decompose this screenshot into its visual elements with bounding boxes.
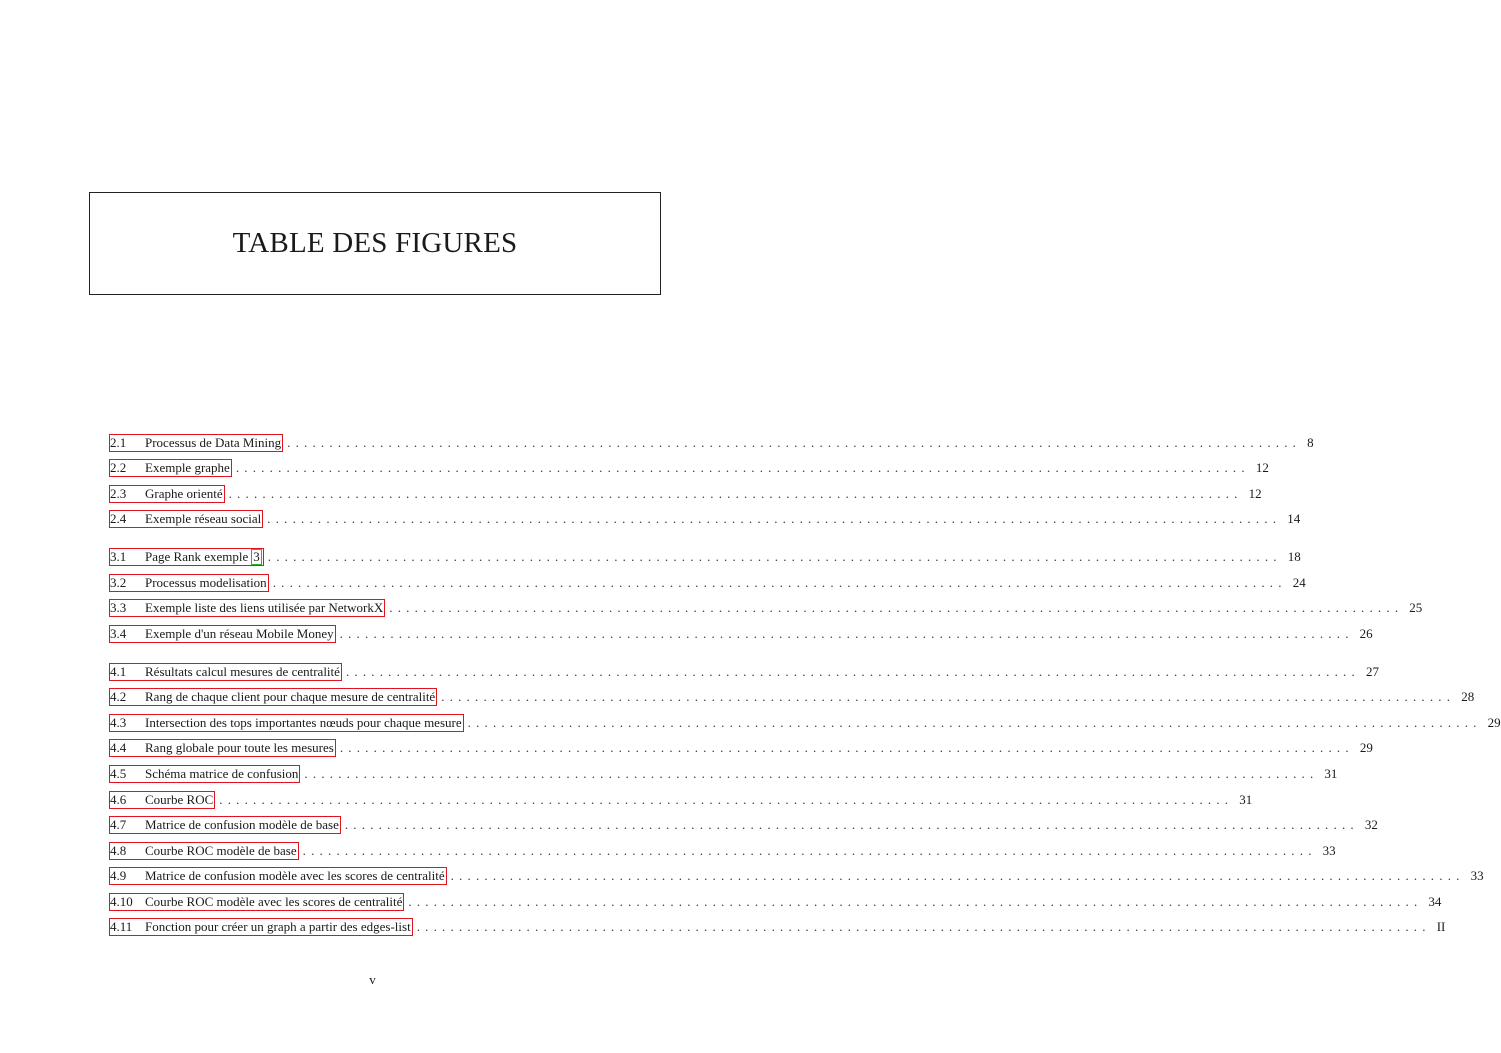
toc-link[interactable] bbox=[109, 867, 447, 885]
toc-row bbox=[109, 789, 1253, 811]
toc-link[interactable] bbox=[109, 459, 232, 477]
figure-caption: Processus modelisation bbox=[145, 575, 267, 590]
figure-number: 4.5 bbox=[110, 766, 127, 781]
leader-dots: ........................................................................................................................ bbox=[219, 792, 1234, 807]
page-ref: 31 bbox=[1324, 766, 1338, 781]
page-ref: 8 bbox=[1307, 435, 1314, 450]
page-ref: 32 bbox=[1364, 817, 1378, 832]
figure-caption: Rang de chaque client pour chaque mesure de centralité bbox=[145, 689, 436, 704]
leader-dots: ........................................................................................................................ bbox=[441, 689, 1456, 704]
page-ref: 14 bbox=[1287, 511, 1301, 526]
figure-number: 3.1 bbox=[110, 549, 127, 564]
figure-caption: Exemple graphe bbox=[145, 460, 230, 475]
toc-link[interactable] bbox=[109, 574, 269, 592]
figure-number: 4.9 bbox=[110, 868, 127, 883]
page-ref: 27 bbox=[1365, 664, 1379, 679]
toc-link[interactable] bbox=[109, 599, 385, 617]
toc-link[interactable] bbox=[109, 434, 283, 452]
toc-link[interactable] bbox=[109, 625, 336, 643]
page-ref: 12 bbox=[1248, 486, 1262, 501]
toc-row bbox=[109, 597, 1423, 619]
citation-link[interactable]: 3 bbox=[253, 549, 260, 564]
page-ref: 25 bbox=[1409, 600, 1423, 615]
toc-link[interactable] bbox=[109, 485, 225, 503]
toc-link[interactable] bbox=[109, 816, 341, 834]
figure-caption: Fonction pour créer un graph a partir des edges-list bbox=[145, 919, 411, 934]
figure-number: 3.4 bbox=[110, 626, 127, 641]
leader-dots: ........................................................................................................................ bbox=[389, 600, 1404, 615]
leader-dots: ........................................................................................................................ bbox=[235, 460, 1250, 475]
toc-row bbox=[109, 572, 1306, 594]
figure-caption: Rang globale pour toute les mesures bbox=[145, 740, 334, 755]
figure-caption: Matrice de confusion modèle de base bbox=[145, 817, 339, 832]
toc-row bbox=[109, 546, 1301, 568]
page-title: TABLE DES FIGURES bbox=[232, 227, 518, 259]
page-ref: 29 bbox=[1359, 740, 1373, 755]
page-ref: 12 bbox=[1255, 460, 1269, 475]
figure-number: 4.8 bbox=[110, 843, 127, 858]
page-ref: 24 bbox=[1292, 575, 1306, 590]
toc-row bbox=[109, 891, 1442, 913]
toc-link[interactable] bbox=[109, 714, 464, 732]
leader-dots: ........................................................................................................................ bbox=[267, 549, 1282, 564]
leader-dots: ........................................................................................................................ bbox=[228, 486, 1243, 501]
toc-link[interactable] bbox=[109, 765, 300, 783]
figure-caption: Schéma matrice de confusion bbox=[145, 766, 299, 781]
toc-row bbox=[109, 623, 1373, 645]
leader-dots: ........................................................................................................................ bbox=[416, 919, 1431, 934]
toc-link[interactable] bbox=[109, 842, 299, 860]
figure-number: 3.2 bbox=[110, 575, 127, 590]
toc-link[interactable] bbox=[109, 918, 413, 936]
figure-number: 4.7 bbox=[110, 817, 127, 832]
toc-row bbox=[109, 712, 1501, 734]
figure-caption: Graphe orienté bbox=[145, 486, 223, 501]
figure-number: 4.3 bbox=[110, 715, 127, 730]
toc-row bbox=[109, 865, 1484, 887]
toc-link[interactable] bbox=[109, 791, 215, 809]
figure-caption: Exemple réseau social bbox=[145, 511, 262, 526]
figure-caption: Courbe ROC modèle de base bbox=[145, 843, 297, 858]
toc-row bbox=[109, 737, 1373, 759]
page-ref: 34 bbox=[1428, 894, 1442, 909]
page-number: v bbox=[369, 972, 376, 987]
leader-dots: ........................................................................................................................ bbox=[302, 843, 1317, 858]
figure-number: 3.3 bbox=[110, 600, 127, 615]
page-ref: 29 bbox=[1487, 715, 1501, 730]
leader-dots: ........................................................................................................................ bbox=[304, 766, 1319, 781]
toc-row bbox=[109, 508, 1301, 530]
figure-number: 4.4 bbox=[110, 740, 127, 755]
figure-number: 4.1 bbox=[110, 664, 127, 679]
leader-dots: ........................................................................................................................ bbox=[287, 435, 1302, 450]
figure-caption: Intersection des tops importantes nœuds pour chaque mesure bbox=[145, 715, 462, 730]
toc-row bbox=[109, 916, 1446, 938]
toc-row bbox=[109, 763, 1338, 785]
figure-number: 4.2 bbox=[110, 689, 127, 704]
figure-number: 2.1 bbox=[110, 435, 127, 450]
leader-dots: ........................................................................................................................ bbox=[344, 817, 1359, 832]
toc-row bbox=[109, 814, 1378, 836]
figure-caption: Courbe ROC modèle avec les scores de centralité bbox=[145, 894, 403, 909]
figure-caption: Courbe ROC bbox=[145, 792, 214, 807]
leader-dots: ........................................................................................................................ bbox=[450, 868, 1465, 883]
leader-dots: ........................................................................................................................ bbox=[339, 740, 1354, 755]
page-ref: 18 bbox=[1287, 549, 1301, 564]
toc-link[interactable] bbox=[109, 663, 342, 681]
leader-dots: ........................................................................................................................ bbox=[272, 575, 1287, 590]
figure-caption: Résultats calcul mesures de centralité bbox=[145, 664, 340, 679]
toc-row bbox=[109, 483, 1262, 505]
figure-caption: Processus de Data Mining bbox=[145, 435, 282, 450]
figure-number: 2.3 bbox=[110, 486, 127, 501]
page-ref: II bbox=[1436, 919, 1446, 934]
page-ref: 33 bbox=[1322, 843, 1336, 858]
figure-number: 4.10 bbox=[110, 894, 133, 909]
page-ref: 33 bbox=[1470, 868, 1484, 883]
page-ref: 31 bbox=[1239, 792, 1253, 807]
toc-link[interactable] bbox=[109, 739, 336, 757]
leader-dots: ........................................................................................................................ bbox=[345, 664, 1360, 679]
leader-dots: ........................................................................................................................ bbox=[408, 894, 1423, 909]
figure-caption: Page Rank exemple bbox=[145, 549, 249, 564]
figure-caption: Matrice de confusion modèle avec les scores de centralité bbox=[145, 868, 445, 883]
title-box bbox=[89, 192, 661, 295]
toc-link[interactable] bbox=[109, 510, 263, 528]
toc-row bbox=[109, 840, 1336, 862]
figure-number: 4.6 bbox=[110, 792, 127, 807]
page-ref: 28 bbox=[1461, 689, 1475, 704]
toc-row bbox=[109, 661, 1379, 683]
toc-row bbox=[109, 686, 1475, 708]
figure-number: 2.4 bbox=[110, 511, 127, 526]
toc-row bbox=[109, 432, 1314, 454]
figure-number: 4.11 bbox=[110, 919, 133, 934]
figure-caption: Exemple d'un réseau Mobile Money bbox=[145, 626, 334, 641]
page-ref: 26 bbox=[1359, 626, 1373, 641]
figure-number: 2.2 bbox=[110, 460, 127, 475]
leader-dots: ........................................................................................................................ bbox=[467, 715, 1482, 730]
toc-row bbox=[109, 457, 1269, 479]
leader-dots: ........................................................................................................................ bbox=[267, 511, 1282, 526]
toc-link[interactable] bbox=[109, 893, 404, 911]
toc-link[interactable] bbox=[109, 548, 264, 566]
toc-link[interactable] bbox=[109, 688, 437, 706]
figure-caption: Exemple liste des liens utilisée par NetworkX bbox=[145, 600, 384, 615]
leader-dots: ........................................................................................................................ bbox=[339, 626, 1354, 641]
